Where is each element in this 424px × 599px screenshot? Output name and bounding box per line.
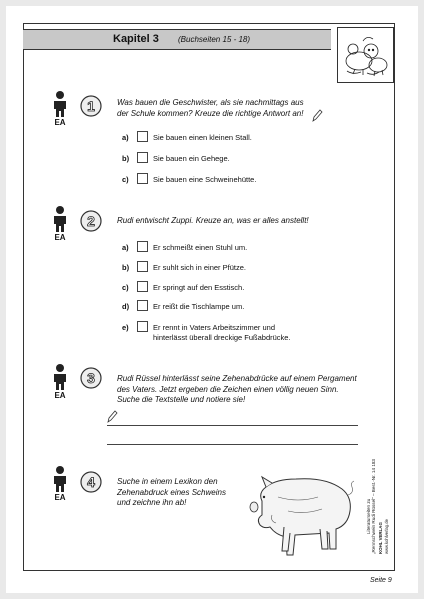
chapter-header [23,29,331,50]
pencil-icon [106,410,118,424]
child-icon [50,90,70,118]
ea-label: EA [54,493,66,502]
ea-label: EA [54,391,66,400]
task-1-question: Was bauen die Geschwister, als sie nachmittags aus der Schule kommen? Kreuze die richtige Antwort an! [117,98,304,118]
checkbox[interactable] [137,281,148,292]
checkbox[interactable] [137,152,148,163]
task-3-question: Rudi Rüssel hinterlässt seine Zehenabdrücke auf einem Pergament des Vaters. Jetzt ergeben die Zeichen einen völlig neuen Sinn. Suche die Textstelle und notiere sie! [117,374,357,404]
svg-text:2: 2 [87,213,95,229]
page-number: Seite 9 [370,577,392,584]
ea-work-icon-3 [50,363,70,400]
checkbox[interactable] [137,300,148,311]
ea-work-icon-1 [50,90,70,127]
ea-work-icon-4 [50,465,70,502]
checkbox[interactable] [137,261,148,272]
svg-text:www.kohlverlag.de: www.kohlverlag.de [384,519,389,554]
checkbox[interactable] [137,131,148,142]
pig-illustration [248,471,358,557]
chapter-title: Kapitel 3 [113,33,159,45]
pencil-icon [311,109,323,123]
child-icon [50,465,70,493]
svg-text:3: 3 [87,370,95,386]
ea-label: EA [54,118,66,127]
pig-family-illustration [337,27,394,83]
child-icon [50,205,70,233]
task-4-question: Suche in einem Lexikon den Zehenabdruck eines Schweins und zeichne ihn ab! [117,477,226,507]
child-icon [50,363,70,391]
checkbox[interactable] [137,173,148,184]
task-number-1 [80,95,102,117]
publisher-sidebar [367,408,407,558]
answer-line-1[interactable] [107,425,358,426]
task-number-3 [80,367,102,389]
ea-label: EA [54,233,66,242]
task-number-4 [80,471,102,493]
ea-work-icon-2 [50,205,70,242]
svg-text:Literaturseiten zu: Literaturseiten zu [366,498,371,534]
answer-line-2[interactable] [107,444,358,445]
checkbox[interactable] [137,241,148,252]
svg-text:1: 1 [87,98,95,114]
task-number-2 [80,210,102,232]
svg-text:KOHL VERLAG: KOHL VERLAG [378,522,383,554]
checkbox[interactable] [137,321,148,332]
chapter-pages: (Buchseiten 15 - 18) [178,35,251,44]
svg-text:4: 4 [87,474,95,490]
svg-text:„Rennschwein Rudi Rüssel“ – Be: „Rennschwein Rudi Rüssel“ – Best.-Nr. 14 183 [371,459,376,554]
task-2-question: Rudi entwischt Zuppi. Kreuze an, was er alles anstellt! [117,216,309,225]
